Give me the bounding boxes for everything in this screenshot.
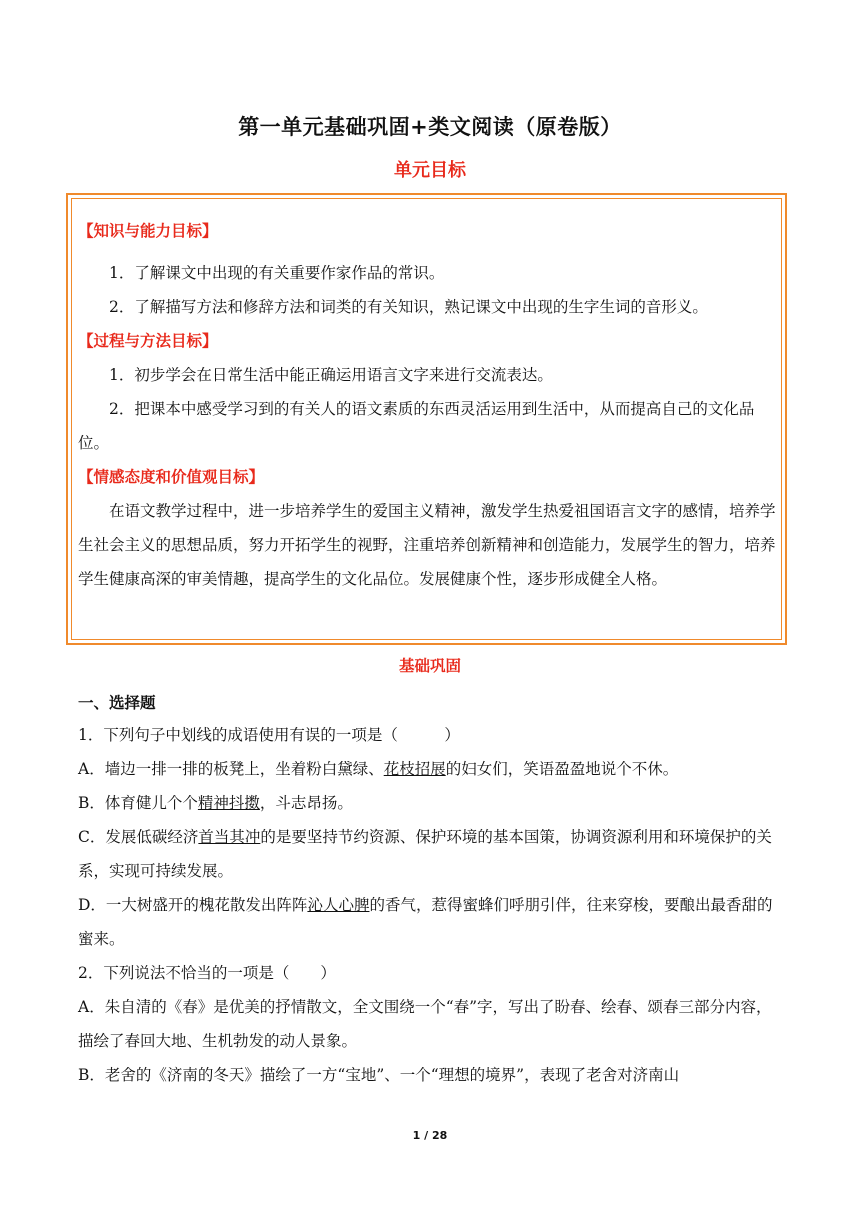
process-goal-heading: 【过程与方法目标】 bbox=[78, 332, 218, 350]
question-2-option-b: B．老舍的《济南的冬天》描绘了一方“宝地”、一个“理想的境界”，表现了老舍对济南山 bbox=[78, 1066, 680, 1084]
option-text: B．体育健儿个个 bbox=[78, 794, 198, 812]
question-2-stem: 2．下列说法不恰当的一项是（ ） bbox=[78, 964, 336, 982]
option-text: 的香气，惹得蜜蜂们呼朋引伴，往来穿梭，要酿出最香甜的蜜来。 bbox=[78, 896, 773, 948]
option-text: 的是要坚持节约资源、保护环境的基本国策，协调资源利用和环境保护的关系，实现可持续发展。 bbox=[78, 828, 772, 880]
page-title: 第一单元基础巩固+类文阅读（原卷版） bbox=[238, 115, 622, 139]
process-goal-item: 1．初步学会在日常生活中能正确运用语言文字来进行交流表达。 bbox=[109, 366, 553, 384]
underlined-idiom: 沁人心脾 bbox=[307, 896, 370, 914]
gap bbox=[78, 248, 784, 256]
questions bbox=[78, 688, 784, 1092]
question-1-option-d bbox=[78, 888, 784, 956]
option-text: 的妇女们，笑语盈盈地说个不休。 bbox=[445, 760, 679, 778]
question-2-option-a: A．朱自清的《春》是优美的抒情散文，全文围绕一个“春”字，写出了盼春、绘春、颂春三部分内容，描绘了春回大地、生机勃发的动人景象。 bbox=[78, 998, 772, 1050]
emotion-goal-paragraph: 在语文教学过程中，进一步培养学生的爱国主义精神，激发学生热爱祖国语言文字的感情，培养学生社会主义的思想品质，努力开拓学生的视野，注重培养创新精神和创造能力，发展学生的智力，培养学生健康高深的审美情趣，提高学生的文化品位。发展健康个性，逐步形成健全人格。 bbox=[78, 502, 776, 588]
question-1-option-a bbox=[78, 752, 784, 786]
knowledge-goal-item: 2．了解描写方法和修辞方法和词类的有关知识，熟记课文中出现的生字生词的音形义。 bbox=[109, 298, 708, 316]
unit-goal-heading: 单元目标 bbox=[394, 160, 466, 181]
question-1-stem: 1．下列句子中划线的成语使用有误的一项是（ ） bbox=[78, 726, 460, 744]
basic-consolidation-heading: 基础巩固 bbox=[398, 657, 461, 675]
goals-content bbox=[78, 214, 784, 596]
option-text: ，斗志昂扬。 bbox=[259, 794, 353, 812]
option-text: C．发展低碳经济 bbox=[78, 828, 199, 846]
question-1-option-c bbox=[78, 820, 784, 888]
section-one-title: 一、选择题 bbox=[78, 694, 156, 712]
underlined-idiom: 首当其冲 bbox=[198, 828, 261, 846]
process-goal-item: 2．把课本中感受学习到的有关人的语文素质的东西灵活运用到生活中，从而提高自己的文化品位。 bbox=[78, 400, 755, 452]
option-text: D．一大树盛开的槐花散发出阵阵 bbox=[78, 896, 308, 914]
option-text: A．墙边一排一排的板凳上，坐着粉白黛绿、 bbox=[78, 760, 384, 778]
underlined-idiom: 精神抖擞 bbox=[197, 794, 260, 812]
knowledge-goal-heading: 【知识与能力目标】 bbox=[78, 222, 218, 240]
question-1-option-b bbox=[78, 786, 784, 820]
underlined-idiom: 花枝招展 bbox=[383, 760, 446, 778]
page-number: 1 / 28 bbox=[412, 1129, 448, 1142]
knowledge-goal-item: 1．了解课文中出现的有关重要作家作品的常识。 bbox=[109, 264, 445, 282]
emotion-goal-heading: 【情感态度和价值观目标】 bbox=[78, 468, 265, 486]
